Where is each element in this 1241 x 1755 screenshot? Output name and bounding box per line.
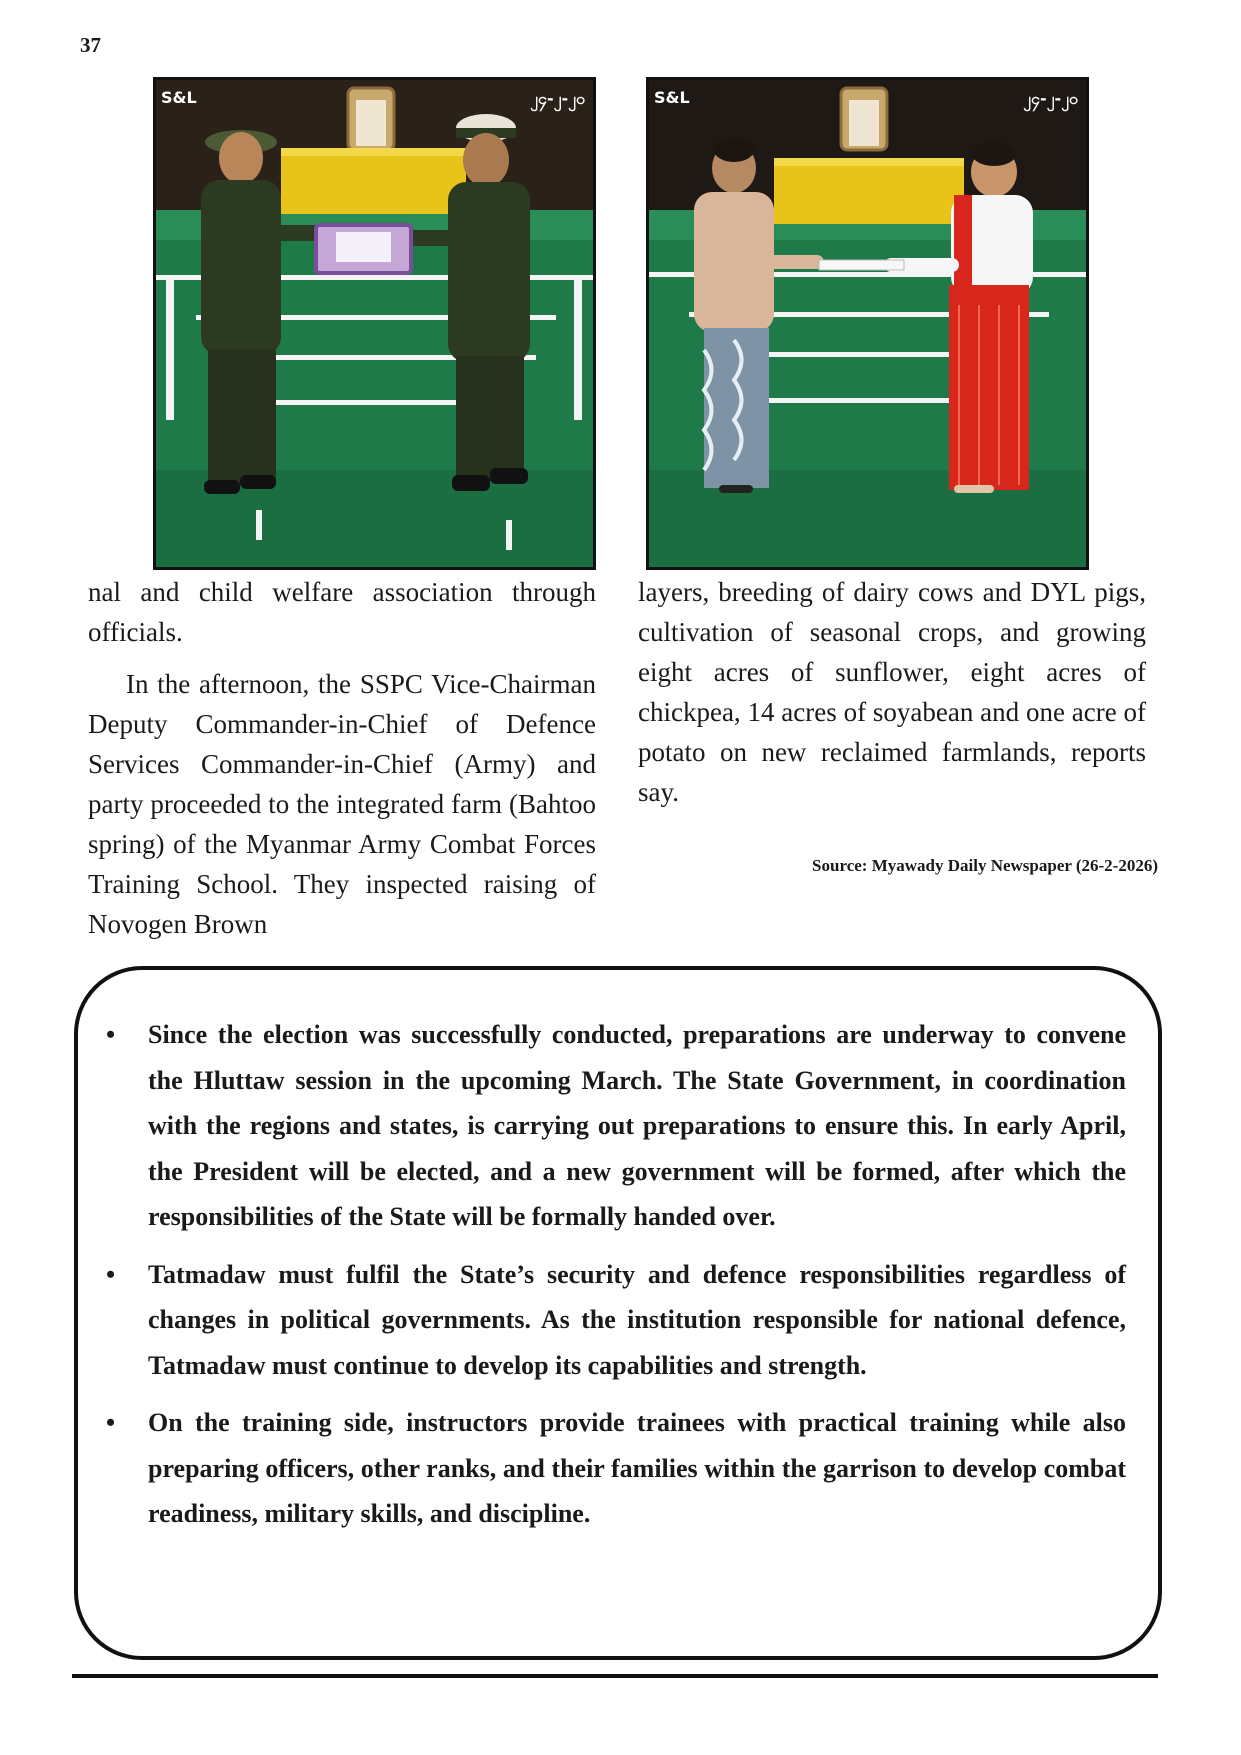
footer-divider [72, 1674, 1158, 1678]
bullet-icon: • [106, 1408, 116, 1437]
photo-scene-officers [156, 80, 593, 567]
photo-date-stamp: ၂၄-၂-၂၀ [1023, 89, 1078, 108]
photo-date-stamp: ၂၄-၂-၂၀ [530, 89, 585, 108]
key-point-text: On the training side, instructors provide trainees with practical training while also preparing officers, other ranks, and their families within the garrison to develop combat readiness, military skills, and discipline. [148, 1408, 1126, 1528]
article-left-column [88, 572, 596, 944]
key-point [106, 1012, 1126, 1240]
article-paragraph: layers, breeding of dairy cows and DYL pigs, cultivation of seasonal crops, and growing eight acres of sunflower, eight acres of chickpea, 14 acres of soyabean and one acre of potato on new reclaimed farmlands, reports say. [638, 577, 1146, 807]
key-point [106, 1252, 1126, 1389]
article-paragraph: In the afternoon, the SSPC Vice-Chairman Deputy Commander-in-Chief of Defence Services Commander-in-Chief (Army) and party proceeded to the integrated farm (Bahtoo spring) of the Myanmar Army Combat Forces Training School. They inspected raising of Novogen Brown [88, 669, 596, 939]
photo-logo-mark: S&L [161, 88, 197, 107]
key-points-box [74, 966, 1162, 1660]
key-point-text: Since the election was successfully conducted, preparations are underway to convene the Hluttaw session in the upcoming March. The State Government, in coordination with the regions and states, is carrying out preparations to ensure this. In early April, the President will be elected, and a new government will be formed, after which the responsibilities of the State will be formally handed over. [148, 1020, 1126, 1231]
key-point-text: Tatmadaw must fulfil the State’s security and defence responsibilities regardless of changes in political governments. As the institution responsible for national defence, Tatmadaw must continue to develop its capabilities and strength. [148, 1259, 1126, 1380]
bullet-icon: • [106, 1259, 116, 1289]
page-number: 37 [80, 33, 101, 57]
article-right-column [638, 572, 1146, 812]
article-source: Source: Myawady Daily Newspaper (26-2-2026) [812, 856, 1158, 875]
photo-logo-mark: S&L [654, 88, 690, 107]
photo-gift-presentation [153, 77, 596, 570]
article-paragraph: nal and child welfare association through officials. [88, 577, 596, 647]
key-points-list [106, 1012, 1126, 1549]
bullet-icon: • [106, 1020, 116, 1049]
photo-scene-women [649, 80, 1086, 567]
key-point [106, 1400, 1126, 1537]
photo-document-handover [646, 77, 1089, 570]
